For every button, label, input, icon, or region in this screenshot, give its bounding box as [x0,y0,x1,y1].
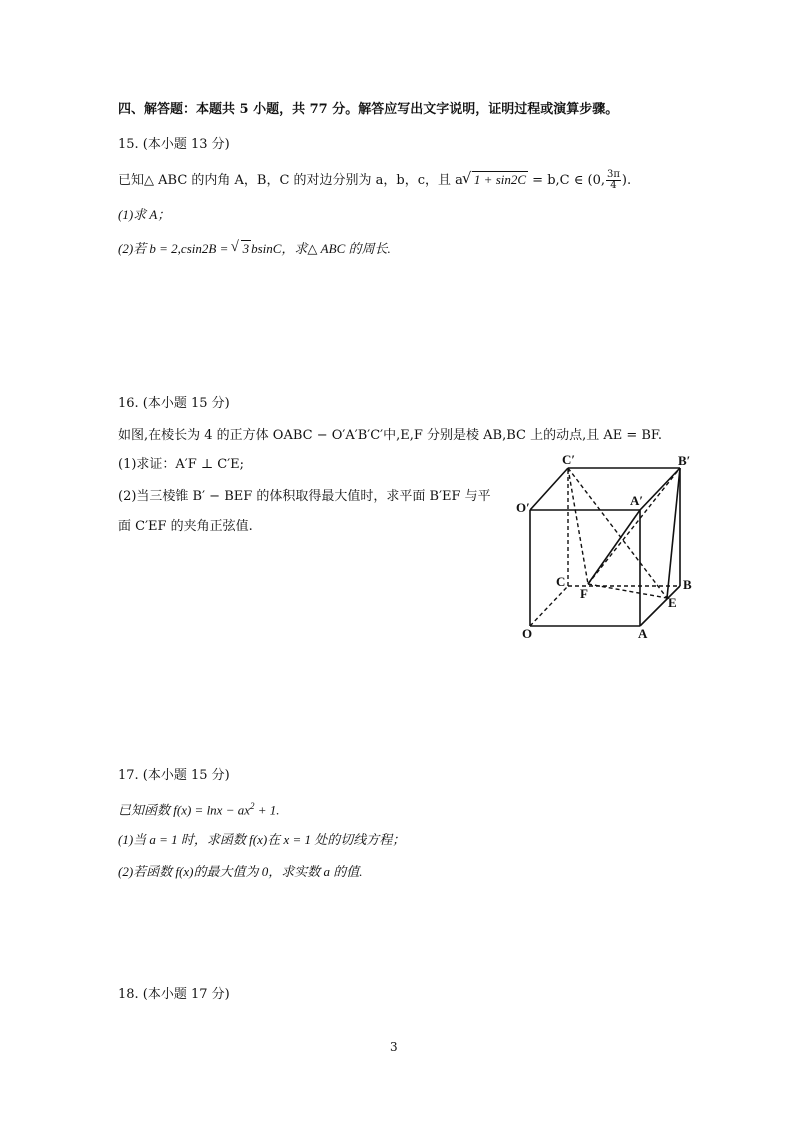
q15-intro-text-a: 已知△ ABC 的内角 A，B，C 的对边分别为 a，b，c，且 a [118,173,463,188]
q15-intro-text-c: ). [621,173,632,188]
q15-part2-b: bsinC，求△ ABC 的周长. [251,241,391,256]
q16-part2-line2: 面 C′EF 的夹角正弦值. [118,519,253,534]
q15-part2-sqrt [232,240,252,258]
edge-Oprime-Cprime [530,468,568,510]
q15-part2-a: (2)若 b = 2,csin2B = [118,241,232,256]
q15-frac-den: 4 [610,180,617,191]
label-Bprime: B′ [678,453,691,468]
edge-Aprime-Bprime [640,468,680,510]
edge-Cprime-E [568,468,667,598]
label-Aprime: A′ [630,493,644,508]
section-header: 四、解答题：本题共 5 小题，共 77 分。解答应写出文字说明，证明过程或演算步骤。 [118,102,619,117]
q16-part2-line1: (2)当三棱锥 B′ − BEF 的体积取得最大值时，求平面 B′EF 与平 [118,489,491,504]
q15-intro-text-b: = b,C ∈ (0, [528,173,605,188]
label-A: A [638,626,648,638]
q16-header: 16. (本小题 15 分) [118,396,230,411]
q15-fraction [606,170,621,191]
q16-intro: 如图,在棱长为 4 的正方体 OABC − O′A′B′C′中,E,F 分别是棱 AB,BC 上的动点,且 AE = BF. [118,428,663,443]
q16-part1: (1)求证：A′F ⊥ C′E; [118,457,245,472]
q15-sqrt [463,171,528,190]
q15-sqrt-body: 1 + sin2C [473,172,527,187]
label-C: C [556,574,566,589]
q17-header: 17. (本小题 15 分) [118,768,230,783]
label-O: O [522,626,533,638]
q17-intro-sup: 2 [250,801,255,811]
q15-intro [118,170,631,191]
label-Cprime: C′ [562,452,576,467]
label-B: B [683,577,692,592]
q17-part1: (1)当 a = 1 时，求函数 f(x)在 x = 1 处的切线方程； [118,832,406,847]
q15-part2-sqrt-body: 3 [242,241,250,256]
edge-Bprime-E [667,468,680,598]
q17-part2: (2)若函数 f(x)的最大值为 0，求实数 a 的值. [118,864,363,879]
label-F: F [580,586,588,601]
q18-header: 18. (本小题 17 分) [118,987,230,1002]
q15-part1: (1)求 A； [118,207,171,222]
q15-part2 [118,240,391,258]
q17-intro-b: + 1. [254,802,280,818]
page-number: 3 [390,1040,398,1054]
cube-figure [512,448,702,638]
label-E: E [668,595,677,610]
label-Oprime: O′ [516,500,530,515]
edge-Aprime-F [588,510,640,584]
q17-intro-a: 已知函数 f(x) = lnx − ax [118,802,250,818]
q17-intro [118,797,280,819]
edge-O-C [530,586,568,626]
q15-header: 15. (本小题 13 分) [118,137,230,152]
edge-F-Bprime [588,468,680,584]
q15-frac-num: 3π [606,169,620,180]
edge-Cprime-F [568,468,588,584]
